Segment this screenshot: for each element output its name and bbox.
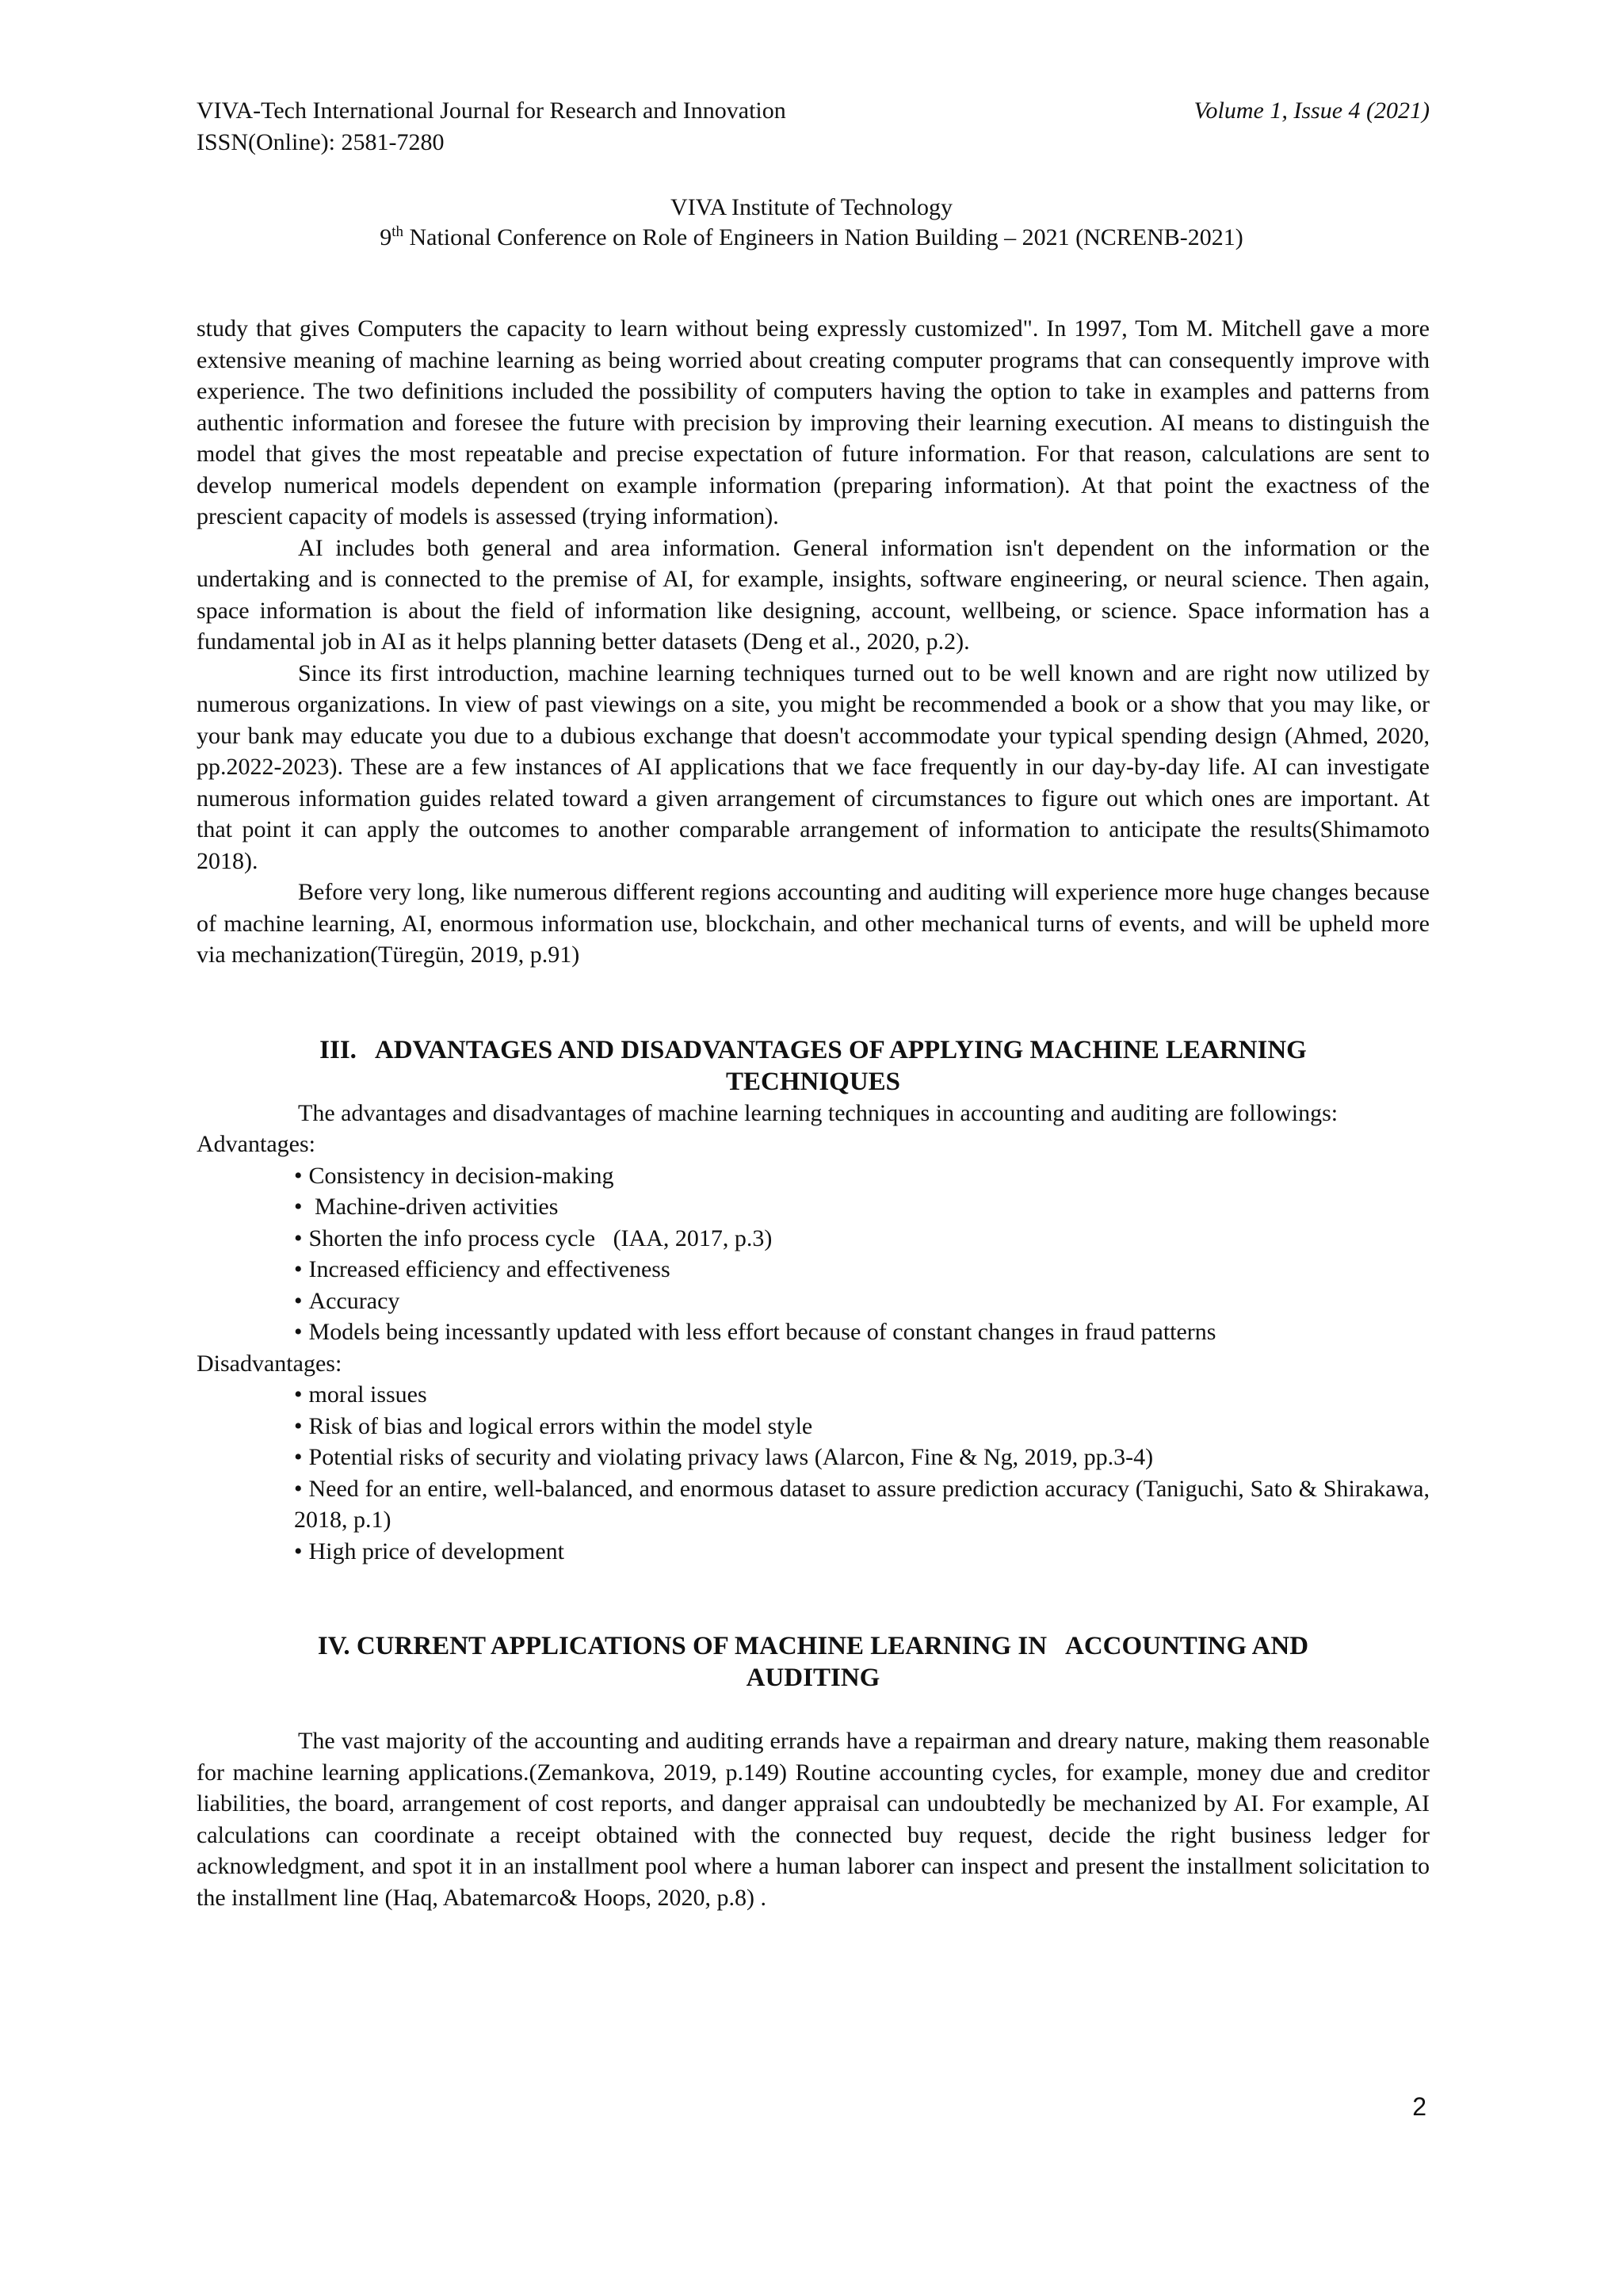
- advantages-list: [294, 1160, 1430, 1348]
- list-item: • Potential risks of security and violating privacy laws (Alarcon, Fine & Ng, 2019, pp.3-4): [294, 1442, 1430, 1473]
- list-item: • moral issues: [294, 1379, 1430, 1411]
- section-3-heading: [197, 1034, 1430, 1098]
- list-item: • Increased efficiency and effectiveness: [294, 1254, 1430, 1286]
- section-4-heading-line-1: IV. CURRENT APPLICATIONS OF MACHINE LEARNING IN ACCOUNTING AND: [317, 1632, 1309, 1660]
- institute-name: VIVA Institute of Technology: [670, 194, 953, 220]
- conference-ordinal-suffix: th: [391, 223, 403, 240]
- conference-title: [0, 222, 1623, 254]
- disadvantages-list: [294, 1379, 1430, 1567]
- issn: ISSN(Online): 2581-7280: [197, 129, 445, 155]
- section-3-heading-line-1: III. ADVANTAGES AND DISADVANTAGES OF APPLYING MACHINE LEARNING: [319, 1035, 1307, 1064]
- body-paragraph-4: Before very long, like numerous different regions accounting and auditing will experience more huge changes because of machine learning, AI, enormous information use, blockchain, and other mechanical turns of events, and will be upheld more via mechanization(Türegün, 2019, p.91): [197, 879, 1430, 968]
- section-3-heading-line-2: TECHNIQUES: [725, 1067, 901, 1096]
- list-item: • High price of development: [294, 1536, 1430, 1568]
- body-paragraph-2: AI includes both general and area information. General information isn't dependent on the information or the undertaking and is connected to the premise of AI, for example, insights, software engineering, or neural science. Then again, space information is about the field of information like designing, account, wellbeing, or science. Space information has a fundamental job in AI as it helps planning better datasets (Deng et al., 2020, p.2).: [197, 534, 1430, 655]
- list-item: • Models being incessantly updated with less effort because of constant changes in fraud patterns: [294, 1316, 1430, 1348]
- list-item: • Accuracy: [294, 1286, 1430, 1317]
- conference-name: National Conference on Role of Engineers in Nation Building – 2021 (NCRENB-2021): [409, 224, 1243, 250]
- list-item: • Need for an entire, well-balanced, and enormous dataset to assure prediction accuracy (Taniguchi, Sato & Shirakawa, 2018, p.1): [294, 1473, 1430, 1536]
- body-paragraph-1: study that gives Computers the capacity to learn without being expressly customized". In 1997, Tom M. Mitchell gave a more extensive meaning of machine learning as being worried about creating computer programs that can consequently improve with experience. The two definitions included the possibility of computers having the option to take in examples and patterns from authentic information and foresee the future with precision by improving their learning execution. AI means to distinguish the model that gives the most repeatable and precise expectation of future information. For that reason, calculations are sent to develop numerical models dependent on example information (preparing information). At that point the exactness of the prescient capacity of models is assessed (trying information).: [197, 315, 1430, 529]
- conference-ordinal: 9: [380, 224, 392, 250]
- main-content: [197, 313, 1430, 1913]
- list-item: • Risk of bias and logical errors within the model style: [294, 1411, 1430, 1442]
- advantages-label: Advantages:: [197, 1131, 315, 1157]
- list-item: • Consistency in decision-making: [294, 1160, 1430, 1192]
- section-4-heading: [197, 1630, 1430, 1694]
- volume-issue: Volume 1, Issue 4 (2021): [1193, 97, 1430, 124]
- list-item: • Shorten the info process cycle (IAA, 2017, p.3): [294, 1223, 1430, 1255]
- section-4-paragraph-1: The vast majority of the accounting and auditing errands have a repairman and dreary nature, making them reasonable for machine learning applications.(Zemankova, 2019, p.149) Routine accounting cycles, for example, money due and creditor liabilities, the board, arrangement of cost reports, and danger appraisal can undoubtedly be mechanized by AI. For example, AI calculations can coordinate a receipt obtained with the connected buy request, decide the right business ledger for acknowledgment, and spot it in an installment pool where a human laborer can inspect and present the installment solicitation to the installment line (Haq, Abatemarco& Hoops, 2020, p.8) .: [197, 1728, 1430, 1911]
- section-3-intro: The advantages and disadvantages of machine learning techniques in accounting and auditing are followings:: [298, 1099, 1338, 1126]
- list-item: • Machine-driven activities: [294, 1191, 1430, 1223]
- body-paragraph-3: Since its first introduction, machine learning techniques turned out to be well known and are right now utilized by numerous organizations. In view of past viewings on a site, you might be recommended a book or a show that you may like, or your bank may educate you due to a dubious exchange that doesn't accommodate your typical spending design (Ahmed, 2020, pp.2022-2023). These are a few instances of AI applications that we face frequently in our day-by-day life. AI can investigate numerous information guides related toward a given arrangement of circumstances to figure out which ones are important. At that point it can apply the outcomes to another comparable arrangement of information to anticipate the results(Shimamoto 2018).: [197, 659, 1430, 874]
- page-number: 2: [1412, 2092, 1426, 2121]
- disadvantages-label: Disadvantages:: [197, 1350, 342, 1377]
- journal-name: VIVA-Tech International Journal for Research and Innovation: [197, 97, 786, 124]
- section-4-heading-line-2: AUDITING: [746, 1664, 880, 1692]
